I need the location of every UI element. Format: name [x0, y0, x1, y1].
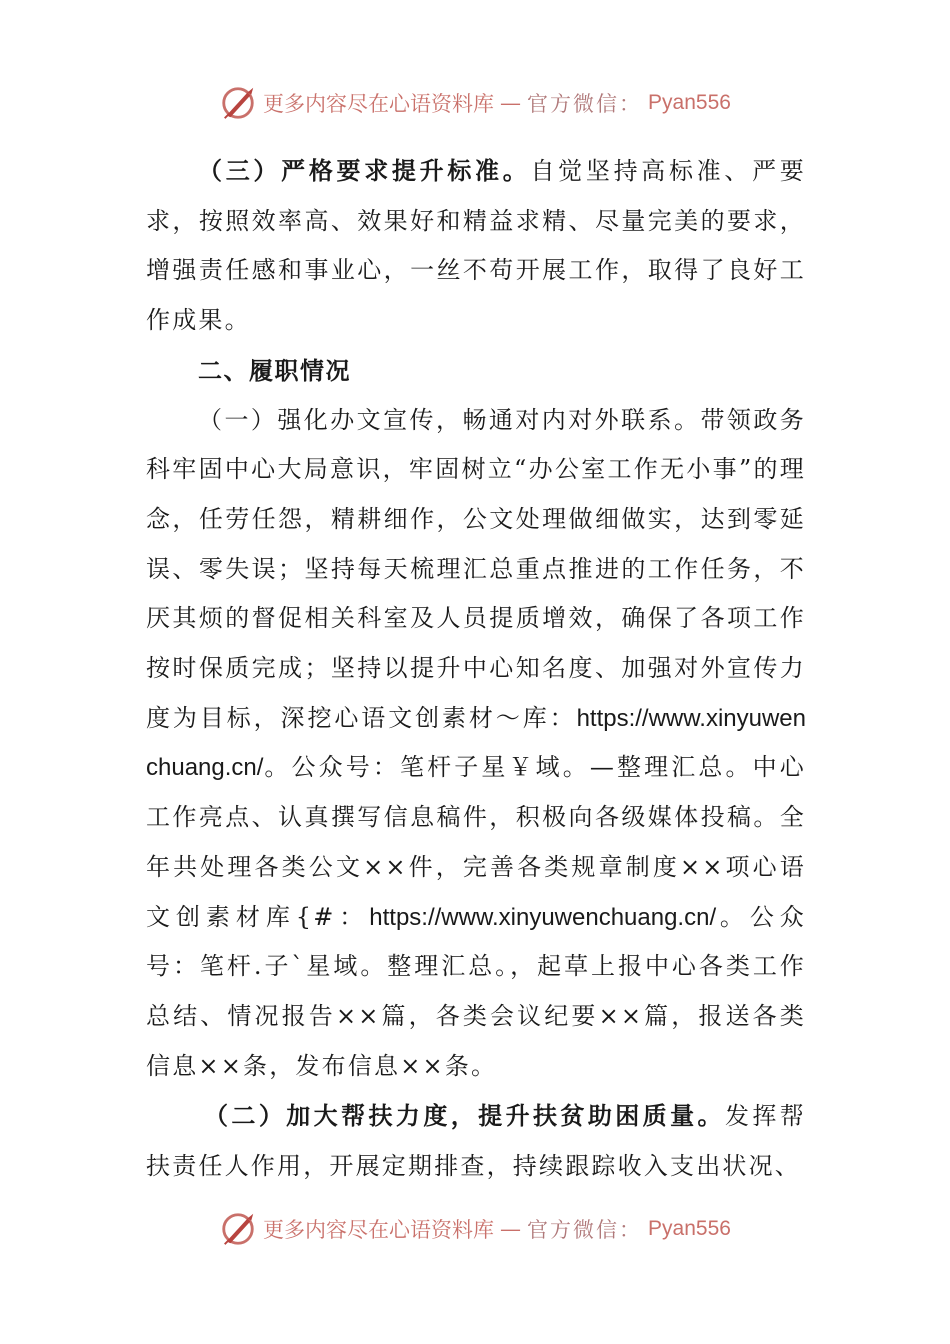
- watermark-banner-top: [0, 84, 950, 122]
- paragraph-text-strict: 自觉坚持高标准、严要求，按照效率高、效果好和精益求精、尽量完美的要求，增强责任感和事业心，一丝不苟开展工作，取得了良好工作成果。: [146, 157, 806, 335]
- watermark-account: Pyan556: [648, 1217, 731, 1240]
- watermark-account: Pyan556: [648, 91, 731, 114]
- paragraph-url-1: https://www.xinyuwenchuang.cn/: [146, 704, 806, 782]
- watermark-site-text: 更多内容尽在心语资料库: [263, 1218, 495, 1242]
- watermark-wechat-label: 官方微信：: [527, 1218, 643, 1242]
- watermark-site-text: 更多内容尽在心语资料库: [263, 92, 495, 116]
- paragraph-lead-assistance: （二）加大帮扶力度，提升扶贫助困质量。: [204, 1101, 725, 1131]
- paragraph-url-2: https://www.xinyuwenchuang.cn/: [369, 903, 717, 931]
- paragraph-text-publicity-a: （一）强化办文宣传，畅通对内对外联系。带领政务科牢固中心大局意识，牢固树立“办公室工作无小事”的理念，任劳任怨，精耕细作，公文处理做细做实，达到零延误、零失误；坚持每天梳理汇总重点推进的工作任务，不厌其烦的督促相关科室及人员提质增效，确保了各项工作按时保质完成；坚持以提升中心知名度、加强对外宣传力度为目标，深挖心语文创素材～库：: [146, 405, 806, 732]
- document-body: [146, 146, 806, 1192]
- paragraph-lead-strict: （三）严格要求提升标准。: [198, 156, 531, 185]
- watermark-wechat-label: 官方微信：: [527, 92, 643, 116]
- paragraph-strict-requirements: [146, 146, 806, 346]
- paragraph-document-publicity: [146, 396, 806, 1092]
- section-heading-duties: 二、履职情况: [198, 355, 351, 385]
- paragraph-poverty-assistance: [146, 1091, 806, 1191]
- paragraph-text-publicity-c: 。公众号：笔杆.子`星域。整理汇总。，起草上报中心各类工作总结、情况报告××篇，各类会议纪要××篇，报送各类信息××条，发布信息××条。: [146, 902, 806, 1080]
- watermark-banner-bottom: [0, 1210, 950, 1248]
- watermark-dash: —: [500, 91, 522, 115]
- watermark-dash: —: [500, 1217, 522, 1241]
- paragraph-text-publicity-b: 。公众号：笔杆子星￥域。—整理汇总。中心工作亮点、认真撰写信息稿件，积极向各级媒体投稿。全年共处理各类公文××件，完善各类规章制度××项心语文创素材库{#：: [146, 753, 806, 931]
- paragraph-text-assistance: 发挥帮扶责任人作用，开展定期排查，持续跟踪收入支出状况、: [146, 1102, 806, 1181]
- quill-logo-icon: [219, 1210, 257, 1248]
- quill-logo-icon: [219, 84, 257, 122]
